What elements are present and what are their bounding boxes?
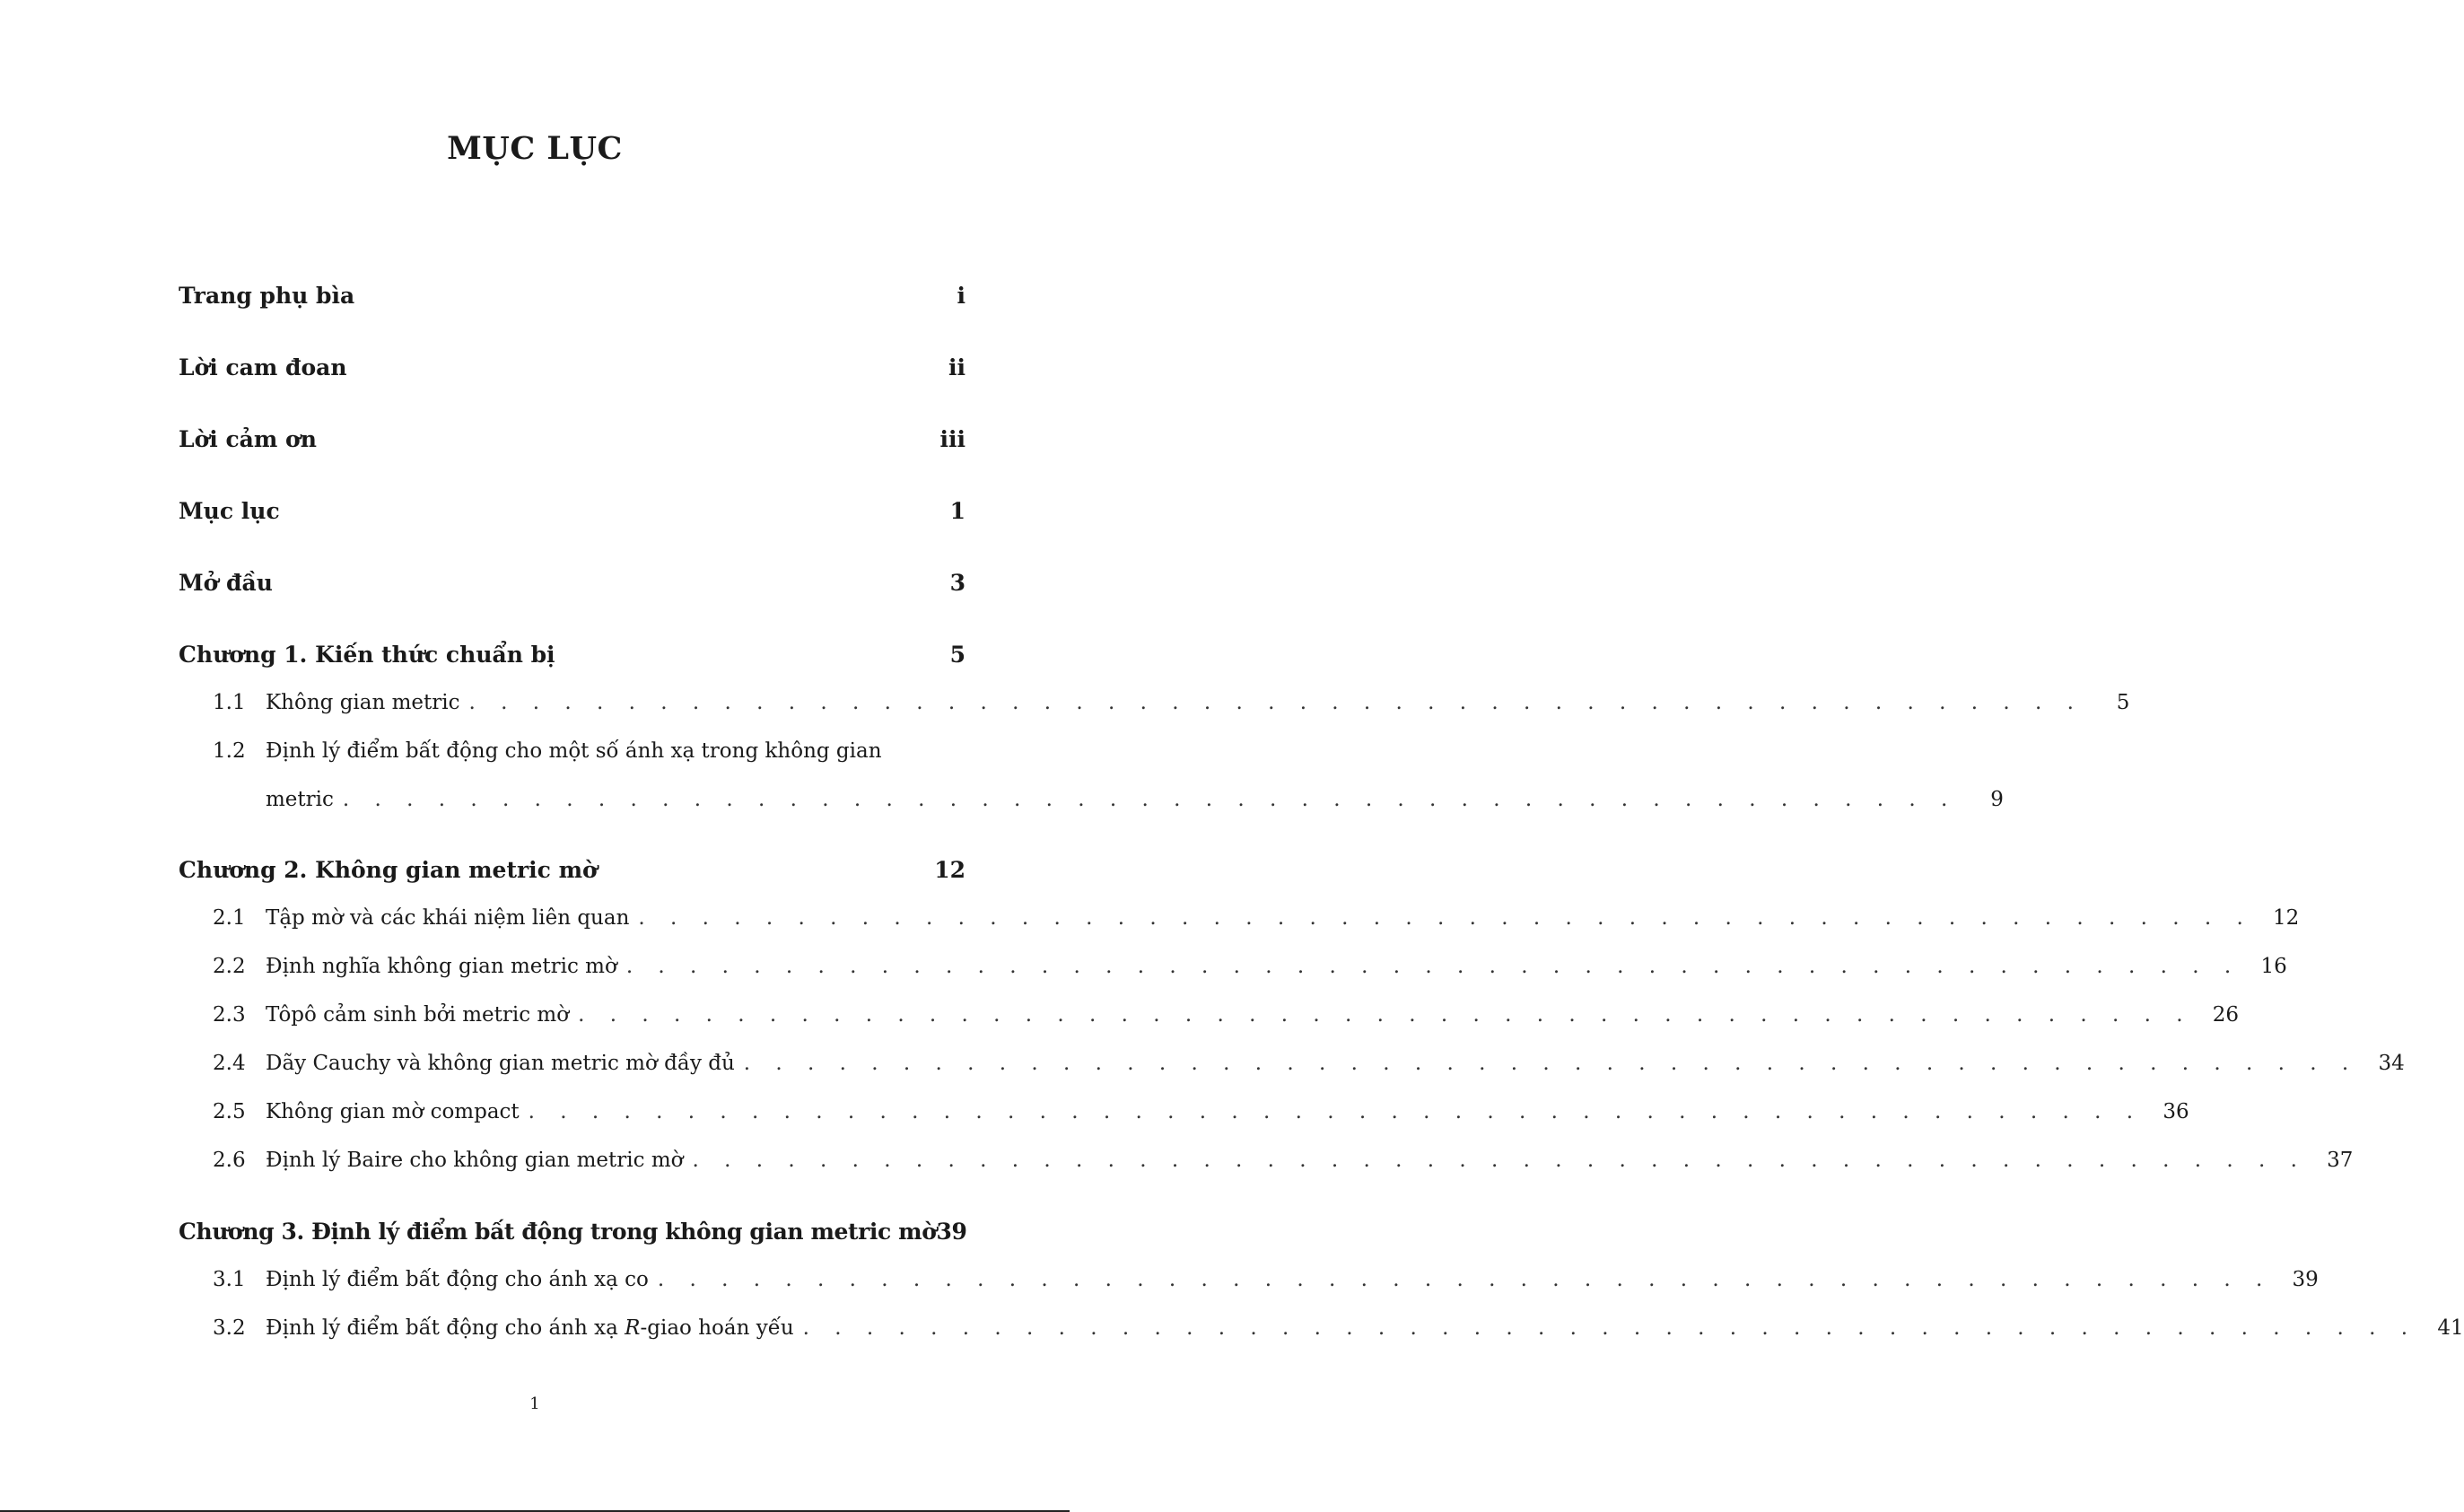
toc-chapter-page: 39 bbox=[936, 1219, 967, 1245]
toc-section-label-part: Định lý điểm bất động cho ánh xạ bbox=[266, 1316, 625, 1340]
toc-section-2-4[interactable] bbox=[179, 1052, 2405, 1079]
dot-leader: . . . . . . . . . . . . . . . . . . . . . . . . . . . . . . . . . . . . . . . . . . . . . . . . . . . bbox=[692, 1149, 2307, 1172]
toc-section-1-2[interactable] bbox=[179, 739, 966, 766]
toc-section-page: 9 bbox=[1990, 788, 2004, 811]
toc-entry-label: Trang phụ bìa bbox=[179, 283, 355, 309]
dot-leader: . . . . . . . . . . . . . . . . . . . . . . . . . . . . . . . . . . . . . . . . . . . . . . . . . . . bbox=[638, 906, 2253, 930]
math-symbol-r: R bbox=[625, 1316, 641, 1340]
toc-section-label: Không gian metric bbox=[266, 691, 460, 714]
toc-section-1-1[interactable] bbox=[179, 691, 2130, 718]
toc-section-page: 37 bbox=[2327, 1149, 2354, 1172]
dot-leader: . . . . . . . . . . . . . . . . . . . . . . . . . . . . . . . . . . . . . . . . . . . . . . . . . . . bbox=[342, 788, 1957, 811]
toc-section-page: 5 bbox=[2116, 691, 2130, 714]
toc-section-number: 1.1 bbox=[213, 691, 246, 714]
page-title: MỤC LỤC bbox=[447, 130, 623, 167]
toc-entry-page: 3 bbox=[949, 570, 966, 596]
toc-section-label: Định nghĩa không gian metric mờ bbox=[266, 955, 617, 978]
toc-entry-cover[interactable] bbox=[179, 283, 966, 311]
toc-section-page: 12 bbox=[2273, 906, 2300, 930]
toc-entry-label: Lời cảm ơn bbox=[179, 426, 317, 452]
toc-section-2-5[interactable] bbox=[179, 1100, 2189, 1127]
toc-chapter-label: Chương 3. Định lý điểm bất động trong không gian metric mờ bbox=[179, 1219, 937, 1245]
toc-section-page: 16 bbox=[2260, 955, 2287, 978]
toc-section-number: 1.2 bbox=[213, 739, 246, 763]
toc-chapter-label: Chương 1. Kiến thức chuẩn bị bbox=[179, 642, 555, 668]
dot-leader: . . . . . . . . . . . . . . . . . . . . . . . . . . . . . . . . . . . . . . . . . . . . . . . . . . . bbox=[578, 1003, 2193, 1027]
toc-section-label: Dãy Cauchy và không gian metric mờ đầy đủ bbox=[266, 1052, 735, 1075]
toc-section-label: Định lý điểm bất động cho một số ánh xạ trong không gian bbox=[266, 739, 882, 763]
dot-leader: . . . . . . . . . . . . . . . . . . . . . . . . . . . . . . . . . . . . . . . . . . . . . . . . . . . bbox=[657, 1268, 2272, 1291]
toc-chapter-page: 5 bbox=[949, 642, 966, 668]
toc-entry-label: Mục lục bbox=[179, 498, 280, 524]
toc-section-number: 2.3 bbox=[213, 1003, 246, 1027]
toc-section-3-2[interactable] bbox=[179, 1316, 2464, 1343]
toc-entry-page: i bbox=[957, 283, 966, 309]
toc-section-2-1[interactable] bbox=[179, 906, 2300, 933]
toc-section-label: Định lý Baire cho không gian metric mờ bbox=[266, 1149, 684, 1172]
toc-section-2-2[interactable] bbox=[179, 955, 2287, 982]
toc-section-label-part: -giao hoán yếu bbox=[640, 1316, 794, 1340]
toc-chapter-3[interactable] bbox=[179, 1219, 966, 1247]
toc-section-label bbox=[266, 1316, 794, 1340]
toc-section-number: 2.4 bbox=[213, 1052, 246, 1075]
toc-section-number: 2.1 bbox=[213, 906, 246, 930]
toc-entry-page: ii bbox=[948, 354, 966, 380]
dot-leader: . . . . . . . . . . . . . . . . . . . . . . . . . . . . . . . . . . . . . . . . . . . . . . . . . . . bbox=[528, 1100, 2143, 1123]
dot-leader: . . . . . . . . . . . . . . . . . . . . . . . . . . . . . . . . . . . . . . . . . . . . . . . . . . . bbox=[802, 1316, 2417, 1340]
toc-entry-label: Lời cam đoan bbox=[179, 354, 347, 380]
toc-chapter-2[interactable] bbox=[179, 857, 966, 886]
dot-leader: . . . . . . . . . . . . . . . . . . . . . . . . . . . . . . . . . . . . . . . . . . . . . . . . . . . bbox=[743, 1052, 2358, 1075]
toc-entry-label: Mở đầu bbox=[179, 570, 273, 596]
toc-entry-page: iii bbox=[939, 426, 966, 452]
toc-section-1-2-continuation[interactable] bbox=[179, 788, 2004, 815]
toc-section-number: 2.2 bbox=[213, 955, 246, 978]
toc-section-page: 34 bbox=[2378, 1052, 2405, 1075]
toc-section-number: 2.6 bbox=[213, 1149, 246, 1172]
toc-section-page: 41 bbox=[2437, 1316, 2464, 1340]
toc-entry-declaration[interactable] bbox=[179, 354, 966, 383]
toc-entry-contents[interactable] bbox=[179, 498, 966, 527]
toc-section-label: Không gian mờ compact bbox=[266, 1100, 520, 1123]
toc-section-page: 26 bbox=[2212, 1003, 2240, 1027]
toc-entry-introduction[interactable] bbox=[179, 570, 966, 599]
toc-section-label: Định lý điểm bất động cho ánh xạ co bbox=[266, 1268, 649, 1291]
toc-section-number: 3.1 bbox=[213, 1268, 246, 1291]
toc-section-label: Tập mờ và các khái niệm liên quan bbox=[266, 906, 630, 930]
toc-section-2-6[interactable] bbox=[179, 1149, 2354, 1176]
toc-section-page: 36 bbox=[2163, 1100, 2189, 1123]
dot-leader: . . . . . . . . . . . . . . . . . . . . . . . . . . . . . . . . . . . . . . . . . . . . . . . . . . . bbox=[625, 955, 2241, 978]
toc-entry-acknowledgements[interactable] bbox=[179, 426, 966, 455]
toc-section-number: 2.5 bbox=[213, 1100, 246, 1123]
toc-entry-page: 1 bbox=[949, 498, 966, 524]
toc-section-2-3[interactable] bbox=[179, 1003, 2240, 1030]
toc-section-number: 3.2 bbox=[213, 1316, 246, 1340]
toc-chapter-page: 12 bbox=[934, 857, 966, 883]
dot-leader: . . . . . . . . . . . . . . . . . . . . . . . . . . . . . . . . . . . . . . . . . . . . . . . . . . . bbox=[468, 691, 2084, 714]
toc-section-3-1[interactable] bbox=[179, 1268, 2319, 1295]
toc-section-page: 39 bbox=[2292, 1268, 2319, 1291]
toc-chapter-label: Chương 2. Không gian metric mờ bbox=[179, 857, 598, 883]
toc-section-label: Tôpô cảm sinh bởi metric mờ bbox=[266, 1003, 570, 1027]
toc-section-label-continuation: metric bbox=[266, 788, 334, 811]
page-number: 1 bbox=[529, 1394, 540, 1413]
toc-chapter-1[interactable] bbox=[179, 642, 966, 670]
